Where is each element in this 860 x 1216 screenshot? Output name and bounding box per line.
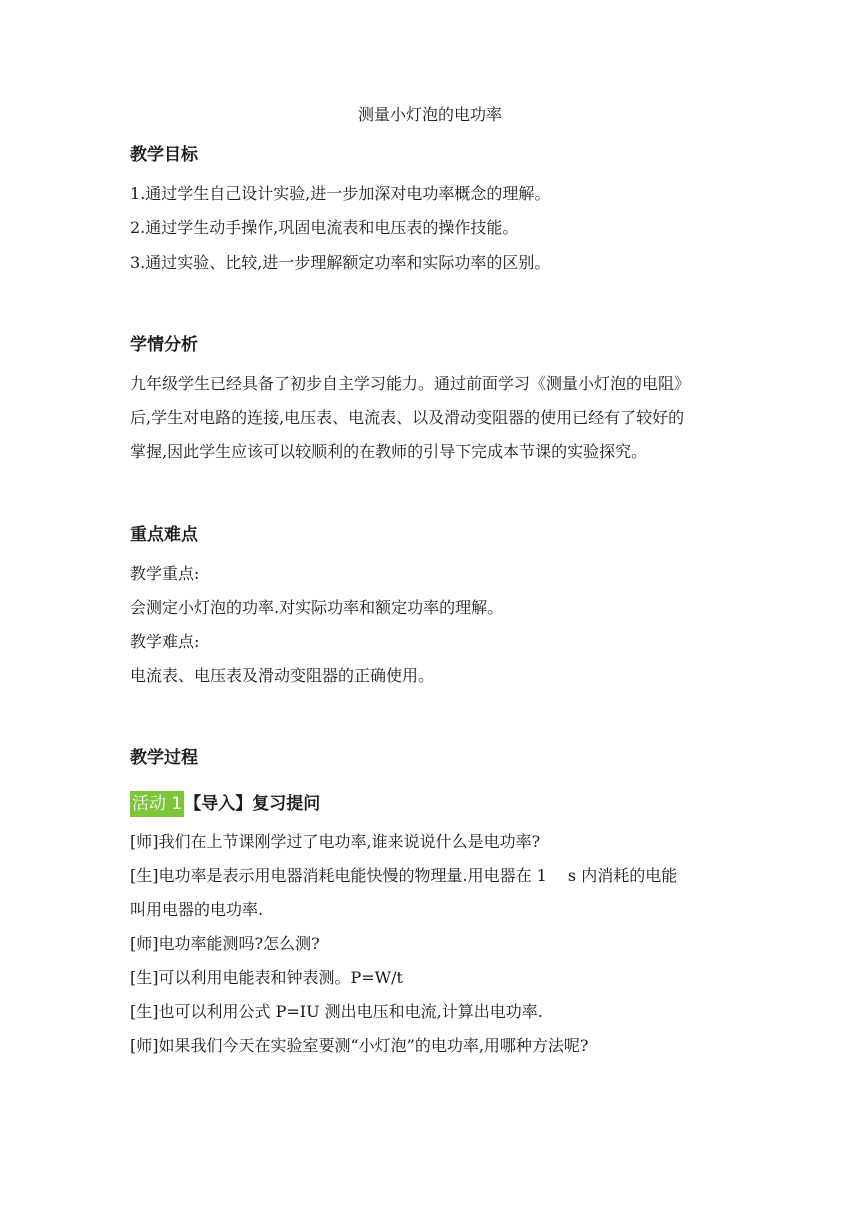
keypoint-difficulty-text: 电流表、电压表及滑动变阻器的正确使用。	[130, 666, 435, 685]
activity-tag: 活动 1	[130, 791, 184, 817]
activity-1-header	[130, 791, 320, 817]
section-heading-keypoints: 重点难点	[130, 525, 198, 545]
section-heading-process: 教学过程	[130, 748, 198, 768]
dialogue-line-6: [生]也可以利用公式 P=IU 测出电压和电流,计算出电功率.	[130, 1002, 543, 1021]
goal-item-3: 3.通过实验、比较,进一步理解额定功率和实际功率的区别。	[130, 253, 551, 272]
keypoint-label-focus: 教学重点:	[130, 564, 200, 583]
analysis-line-2: 后,学生对电路的连接,电压表、电流表、以及滑动变阻器的使用已经有了较好的	[130, 408, 685, 427]
dialogue-line-5: [生]可以利用电能表和钟表测。P=W/t	[130, 968, 403, 987]
activity-title: 【导入】复习提问	[184, 794, 321, 814]
page-title: 测量小灯泡的电功率	[357, 105, 502, 124]
analysis-line-3: 掌握,因此学生应该可以较顺利的在教师的引导下完成本节课的实验探究。	[130, 442, 648, 461]
keypoint-label-difficulty: 教学难点:	[130, 632, 200, 651]
analysis-line-1: 九年级学生已经具备了初步自主学习能力。通过前面学习《测量小灯泡的电阻》	[130, 374, 691, 393]
keypoint-focus-text: 会测定小灯泡的功率.对实际功率和额定功率的理解。	[130, 598, 504, 617]
dialogue-line-4: [师]电功率能测吗?怎么测?	[130, 934, 320, 953]
dialogue-line-1: [师]我们在上节课刚学过了电功率,谁来说说什么是电功率?	[130, 832, 541, 851]
goal-item-2: 2.通过学生动手操作,巩固电流表和电压表的操作技能。	[130, 218, 519, 237]
section-heading-goals: 教学目标	[130, 145, 198, 165]
dialogue-line-7: [师]如果我们今天在实验室要测“小灯泡”的电功率,用哪种方法呢?	[130, 1036, 589, 1055]
section-heading-analysis: 学情分析	[130, 335, 198, 355]
dialogue-line-3: 叫用电器的电功率.	[130, 900, 264, 919]
dialogue-line-2: [生]电功率是表示用电器消耗电能快慢的物理量.用电器在 1 s 内消耗的电能	[130, 866, 678, 885]
goal-item-1: 1.通过学生自己设计实验,进一步加深对电功率概念的理解。	[130, 184, 551, 203]
